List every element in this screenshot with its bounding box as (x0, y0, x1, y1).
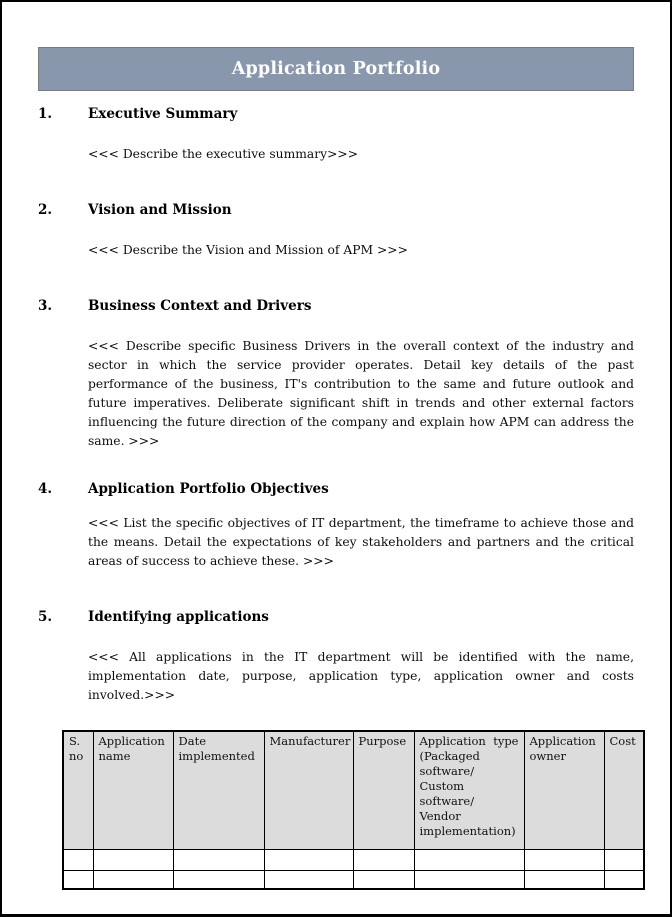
section-number: 2. (38, 202, 53, 218)
column-header-application-owner: Application owner (524, 731, 604, 849)
applications-table (62, 730, 645, 890)
table-cell (524, 849, 604, 870)
section-title: Application Portfolio Objectives (88, 481, 329, 497)
table-cell (604, 849, 644, 870)
table-cell (173, 870, 264, 889)
section-body-identifying-applications: <<< All applications in the IT department will be identified with the name, implementation date, purpose, application type, application owner and costs involved.>>> (88, 650, 634, 702)
section-body-business-context: <<< Describe specific Business Drivers in the overall context of the industry and sector in which the service provider operates. Detail key details of the past performance of the business, IT's contribution to the same and future outlook and future imperatives. Deliberate significant shift in trends and other external factors influencing the future direction of the company and explain how APM can address the same. >>> (88, 339, 634, 448)
table-header-row (63, 731, 644, 849)
table-cell (414, 870, 524, 889)
table-row (63, 870, 644, 889)
section-number: 4. (38, 481, 53, 497)
table-cell (63, 849, 93, 870)
table-cell (93, 870, 173, 889)
column-header-s-no: S. no (63, 731, 93, 849)
table-row (63, 849, 644, 870)
page-title: Application Portfolio (231, 59, 441, 79)
table-cell (353, 870, 414, 889)
section-body-portfolio-objectives: <<< List the specific objectives of IT department, the timeframe to achieve those and the means. Detail the expectations of key stakeholders and partners and the critical areas of success to achieve these. >>> (88, 516, 634, 568)
table-cell (93, 849, 173, 870)
section-title: Identifying applications (88, 609, 269, 625)
section-title: Business Context and Drivers (88, 298, 312, 314)
section-title: Executive Summary (88, 106, 238, 122)
table-cell (604, 870, 644, 889)
table-cell (524, 870, 604, 889)
column-header-date-implemented: Date implemented (173, 731, 264, 849)
table-cell (264, 849, 353, 870)
column-header-application-name: Application name (93, 731, 173, 849)
section-number: 1. (38, 106, 53, 122)
section-body-vision-mission: <<< Describe the Vision and Mission of APM >>> (88, 243, 408, 257)
table-cell (264, 870, 353, 889)
table-cell (63, 870, 93, 889)
table-cell (173, 849, 264, 870)
table-cell (353, 849, 414, 870)
section-heading-identifying-applications (38, 609, 634, 625)
section-heading-executive-summary (38, 106, 634, 122)
column-header-purpose: Purpose (353, 731, 414, 849)
section-title: Vision and Mission (88, 202, 232, 218)
column-header-application-type: Application type (Packaged software/ Custom software/ Vendor implementation) (414, 731, 524, 849)
section-number: 3. (38, 298, 53, 314)
section-body-executive-summary: <<< Describe the executive summary>>> (88, 147, 358, 161)
document-title-bar (38, 47, 634, 91)
section-heading-business-context (38, 298, 634, 314)
section-heading-vision-mission (38, 202, 634, 218)
column-header-manufacturer: Manufacturer (264, 731, 353, 849)
column-header-cost: Cost (604, 731, 644, 849)
section-number: 5. (38, 609, 53, 625)
section-heading-portfolio-objectives (38, 481, 634, 497)
table-cell (414, 849, 524, 870)
